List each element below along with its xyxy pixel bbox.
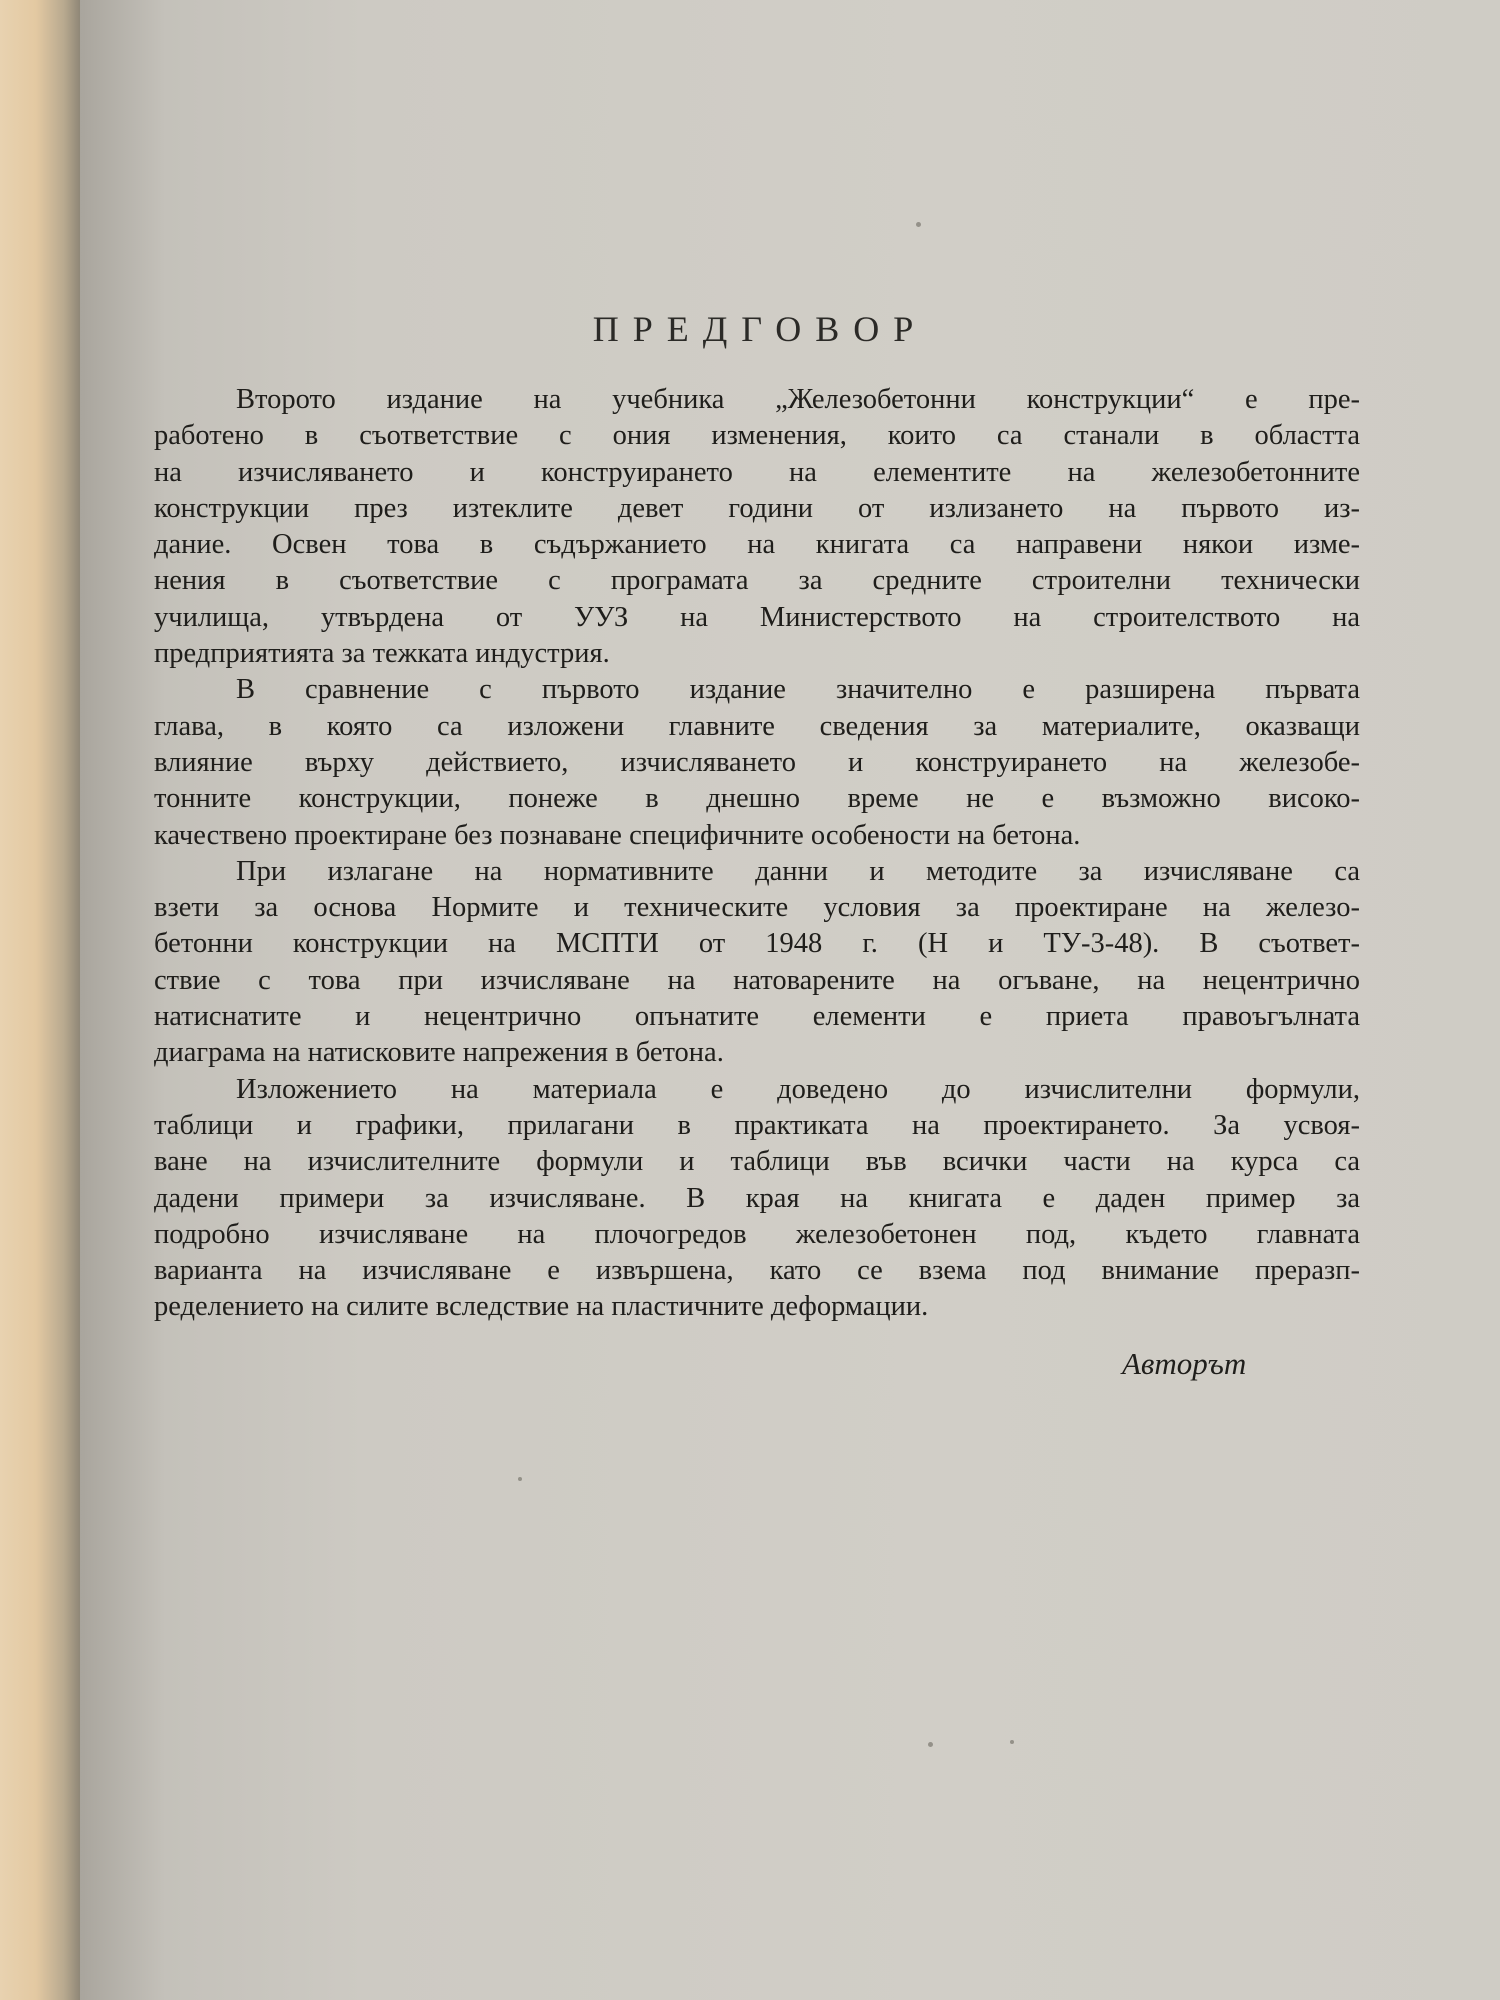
paragraph (154, 382, 1360, 672)
text-line: взети за основа Нормите и техническите условия за проектиране на железо- (154, 892, 1360, 924)
text-line: В сравнение с първото издание значително е разширена първата (236, 674, 1360, 706)
paper-speck (518, 1477, 522, 1481)
text-line: качествено проектиране без познаване специфичните особености на бетона. (154, 819, 1081, 851)
author-signature: Авторът (1122, 1346, 1247, 1381)
text-line: подробно изчисляване на плочогредов железобетонен под, където главната (154, 1218, 1360, 1250)
text-line: При излагане на нормативните данни и методите за изчисляване са (236, 855, 1360, 887)
text-line: училища, утвърдена от УУЗ на Министерството на строителството на (154, 601, 1360, 633)
page-title: ПРЕДГОВОР (592, 309, 928, 349)
paragraph (154, 854, 1360, 1072)
text-line: ределението на силите вследствие на пластичните деформации. (154, 1291, 929, 1323)
paper-speck (1010, 1740, 1014, 1744)
text-line: ствие с това при изчисляване на натоварените на огъване, на нецентрично (154, 964, 1360, 996)
paragraph (154, 672, 1360, 853)
paper-speck (916, 222, 921, 227)
paragraph (154, 1072, 1360, 1326)
text-line: тонните конструкции, понеже в днешно време не е възможно високо- (154, 783, 1360, 815)
book-spine-edge (0, 0, 80, 2000)
text-line: работено в съответствие с ония изменения, които са станали в областта (154, 420, 1360, 452)
text-line: диаграма на натисковите напрежения в бетона. (154, 1037, 724, 1069)
text-line: Изложението на материала е доведено до изчислителни формули, (236, 1073, 1360, 1105)
text-line: дадени примери за изчисляване. В края на книгата е даден пример за (154, 1182, 1360, 1214)
paper-speck (928, 1742, 933, 1747)
text-line: дание. Освен това в съдържанието на книгата са направени някои изме- (154, 529, 1360, 561)
text-line: таблици и графики, прилагани в практиката на проектирането. За усвоя- (154, 1109, 1360, 1141)
text-line: влияние върху действието, изчисляването и конструирането на железобе- (154, 746, 1360, 778)
text-line: предприятията за тежката индустрия. (154, 638, 610, 670)
text-line: нения в съответствие с програмата за средните строителни технически (154, 565, 1360, 597)
text-line: натиснатите и нецентрично опънатите елементи е приета правоъгълната (154, 1001, 1360, 1033)
text-line: варианта на изчисляване е извършена, като се взема под внимание преразп- (154, 1255, 1360, 1287)
text-line: глава, в която са изложени главните сведения за материалите, оказващи (154, 710, 1360, 742)
text-line: на изчисляването и конструирането на елементите на железобетонните (154, 456, 1360, 488)
preface-text (154, 382, 1360, 1326)
text-line: Второто издание на учебника „Железобетонни конструкции“ е пре- (236, 384, 1360, 415)
text-line: ване на изчислителните формули и таблици във всички части на курса са (154, 1146, 1360, 1178)
text-line: конструкции през изтеклите девет години от излизането на първото из- (154, 492, 1360, 524)
text-line: бетонни конструкции на МСПТИ от 1948 г. (Н и ТУ-3-48). В съответ- (154, 928, 1360, 960)
